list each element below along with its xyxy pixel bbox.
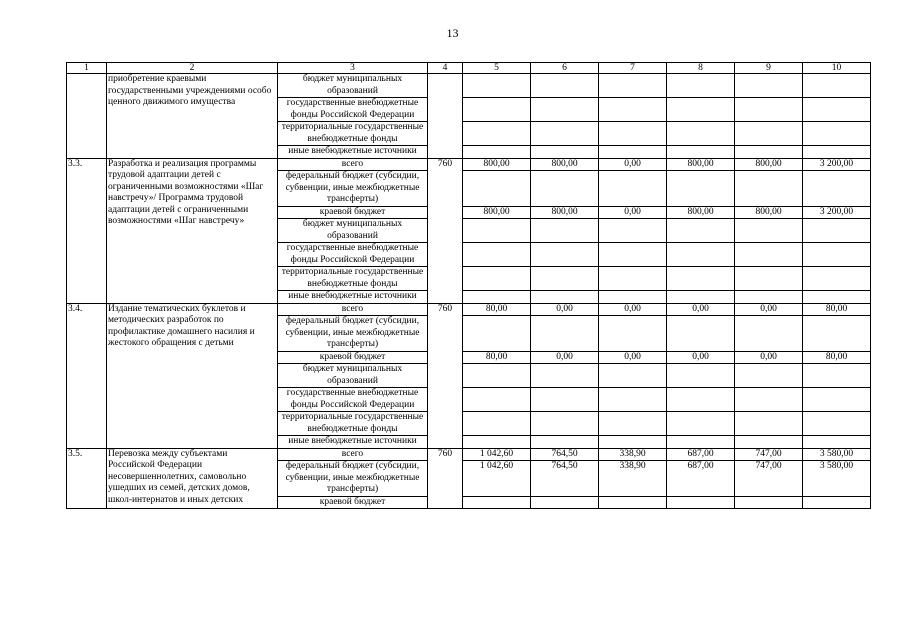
- value-cell: 800,00: [463, 158, 531, 171]
- value-cell: 0,00: [531, 351, 599, 364]
- value-cell: 800,00: [531, 206, 599, 219]
- source-cell: территориальные государственные внебюджетные фонды: [278, 412, 428, 436]
- value-cell: 800,00: [463, 206, 531, 219]
- value-cell: 764,50: [531, 461, 599, 497]
- table-row: [67, 74, 871, 98]
- source-cell: краевой бюджет: [278, 206, 428, 219]
- source-cell: федеральный бюджет (субсидии, субвенции, иные межбюджетные трансферты): [278, 316, 428, 352]
- header-cell: 2: [107, 63, 278, 74]
- value-cell: 80,00: [463, 303, 531, 316]
- table-row: [67, 303, 871, 316]
- value-cell: 0,00: [531, 303, 599, 316]
- header-row: [67, 63, 871, 74]
- value-cell: 800,00: [735, 206, 803, 219]
- value-cell: 3 580,00: [803, 448, 871, 461]
- source-cell: бюджет муниципальных образований: [278, 219, 428, 243]
- source-cell: федеральный бюджет (субсидии, субвенции, иные межбюджетные трансферты): [278, 461, 428, 497]
- value-cell: 747,00: [735, 461, 803, 497]
- source-cell: бюджет муниципальных образований: [278, 364, 428, 388]
- header-cell: 5: [463, 63, 531, 74]
- code-cell: [428, 74, 463, 159]
- item-number-cell: [67, 74, 107, 159]
- header-cell: 9: [735, 63, 803, 74]
- value-cell: 0,00: [599, 206, 667, 219]
- code-cell: 760: [428, 303, 463, 448]
- value-cell: 0,00: [599, 158, 667, 171]
- value-cell: 0,00: [599, 303, 667, 316]
- source-cell: государственные внебюджетные фонды Российской Федерации: [278, 388, 428, 412]
- item-name-cell: Издание тематических буклетов и методических разработок по профилактике домашнего насилия и жестокого обращения с детьми: [107, 303, 278, 448]
- value-cell: 747,00: [735, 448, 803, 461]
- source-cell: иные внебюджетные источники: [278, 146, 428, 159]
- value-cell: 80,00: [803, 303, 871, 316]
- value-cell: 687,00: [667, 461, 735, 497]
- item-name-cell: Перевозка между субъектами Российской Федерации несовершеннолетних, самовольно ушедших из семей, детских домов, школ-интернатов и иных детских: [107, 448, 278, 509]
- item-number-cell: 3.4.: [67, 303, 107, 448]
- code-cell: 760: [428, 448, 463, 509]
- value-cell: 80,00: [463, 351, 531, 364]
- item-number-cell: 3.5.: [67, 448, 107, 509]
- value-cell: 338,90: [599, 461, 667, 497]
- source-cell: бюджет муниципальных образований: [278, 74, 428, 98]
- source-cell: государственные внебюджетные фонды Российской Федерации: [278, 243, 428, 267]
- code-cell: 760: [428, 158, 463, 303]
- source-cell: всего: [278, 303, 428, 316]
- value-cell: 0,00: [599, 351, 667, 364]
- source-cell: федеральный бюджет (субсидии, субвенции, иные межбюджетные трансферты): [278, 171, 428, 207]
- value-cell: 3 580,00: [803, 461, 871, 497]
- source-cell: иные внебюджетные источники: [278, 436, 428, 449]
- value-cell: 800,00: [735, 158, 803, 171]
- item-name-cell: Разработка и реализация программы трудовой адаптации детей с ограниченными возможностями «Шаг навстречу»/ Программа трудовой адаптации детей с ограниченными возможностями «Шаг навстречу»: [107, 158, 278, 303]
- value-cell: 0,00: [735, 351, 803, 364]
- source-cell: иные внебюджетные источники: [278, 291, 428, 304]
- source-cell: всего: [278, 158, 428, 171]
- header-cell: 3: [278, 63, 428, 74]
- source-cell: краевой бюджет: [278, 351, 428, 364]
- value-cell: 3 200,00: [803, 158, 871, 171]
- value-cell: 1 042,60: [463, 461, 531, 497]
- value-cell: 3 200,00: [803, 206, 871, 219]
- source-cell: краевой бюджет: [278, 496, 428, 509]
- value-cell: 0,00: [667, 303, 735, 316]
- value-cell: 800,00: [667, 206, 735, 219]
- table-row: [67, 448, 871, 461]
- source-cell: всего: [278, 448, 428, 461]
- budget-table: [66, 62, 871, 509]
- value-cell: 1 042,60: [463, 448, 531, 461]
- header-cell: 10: [803, 63, 871, 74]
- header-cell: 6: [531, 63, 599, 74]
- value-cell: 800,00: [667, 158, 735, 171]
- header-cell: 1: [67, 63, 107, 74]
- header-cell: 7: [599, 63, 667, 74]
- header-cell: 8: [667, 63, 735, 74]
- value-cell: 0,00: [735, 303, 803, 316]
- item-name-cell: приобретение краевыми государственными учреждениями особо ценного движимого имущества: [107, 74, 278, 159]
- value-cell: 687,00: [667, 448, 735, 461]
- value-cell: 800,00: [531, 158, 599, 171]
- source-cell: территориальные государственные внебюджетные фонды: [278, 267, 428, 291]
- value-cell: 0,00: [667, 351, 735, 364]
- source-cell: территориальные государственные внебюджетные фонды: [278, 122, 428, 146]
- value-cell: 80,00: [803, 351, 871, 364]
- page-number: 13: [446, 26, 459, 40]
- item-number-cell: 3.3.: [67, 158, 107, 303]
- value-cell: 764,50: [531, 448, 599, 461]
- value-cell: 338,90: [599, 448, 667, 461]
- table-row: [67, 158, 871, 171]
- header-cell: 4: [428, 63, 463, 74]
- source-cell: государственные внебюджетные фонды Российской Федерации: [278, 98, 428, 122]
